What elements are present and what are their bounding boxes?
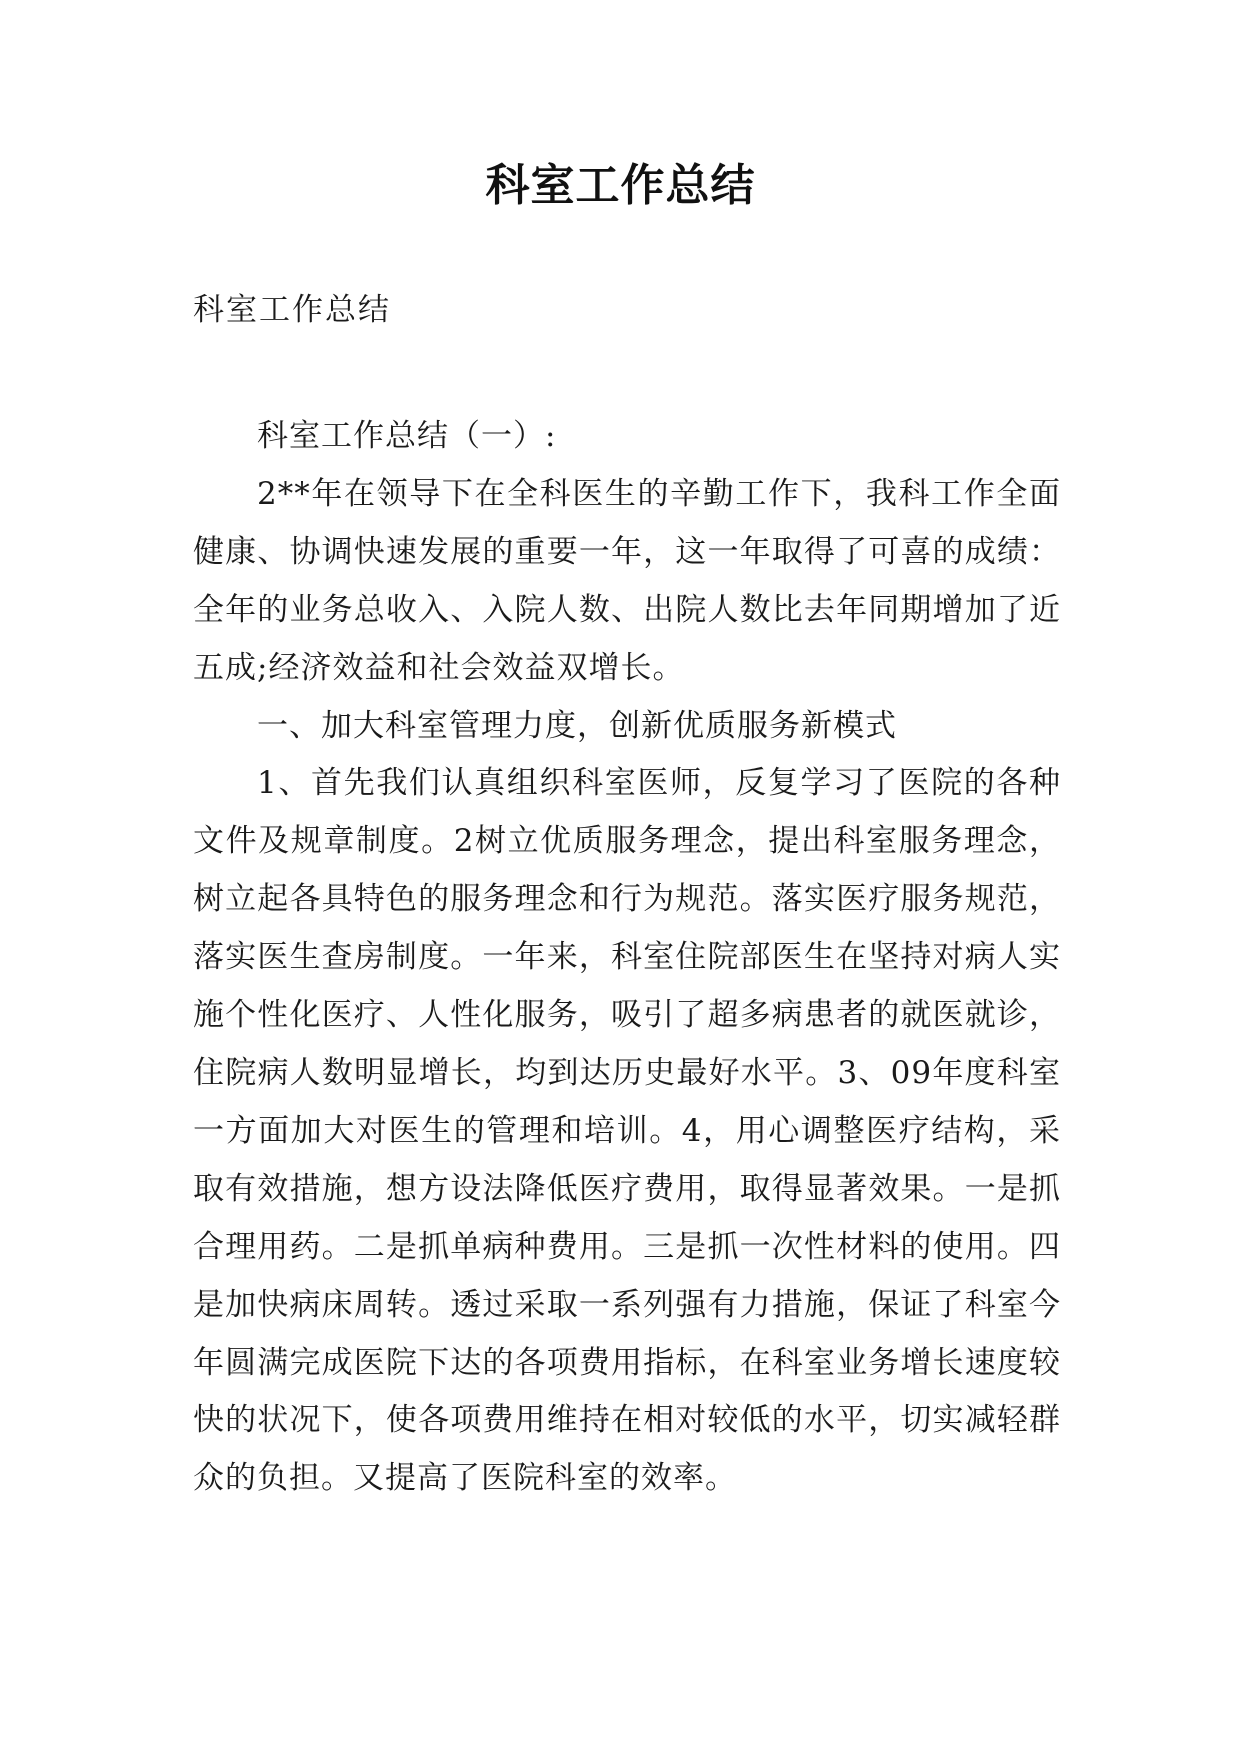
document-subtitle: 科室工作总结 <box>193 292 391 328</box>
document-body <box>193 408 1061 1508</box>
document-title: 科室工作总结 <box>485 160 756 211</box>
section-heading: 科室工作总结（一）: <box>257 418 557 454</box>
body-paragraph: 1、首先我们认真组织科室医师，反复学习了医院的各种文件及规章制度。2树立优质服务理念，提出科室服务理念，树立起各具特色的服务理念和行为规范。落实医疗服务规范，落实医生查房制度。一年来，科室住院部医生在坚持对病人实施个性化医疗、人性化服务，吸引了超多病患者的就医就诊，住院病人数明显增长，均到达历史最好水平。3、09年度科室一方面加大对医生的管理和培训。4，用心调整医疗结构，采取有效措施，想方设法降低医疗费用，取得显著效果。一是抓合理用药。二是抓单病种费用。三是抓一次性材料的使用。四是加快病床周转。透过采取一系列强有力措施，保证了科室今年圆满完成医院下达的各项费用指标，在科室业务增长速度较快的状况下，使各项费用维持在相对较低的水平，切实减轻群众的负担。又提高了医院科室的效率。 <box>193 765 1061 1497</box>
intro-paragraph: 2**年在领导下在全科医生的辛勤工作下，我科工作全面健康、协调快速发展的重要一年，这一年取得了可喜的成绩：全年的业务总收入、入院人数、出院人数比去年同期增加了近五成;经济效益和社会效益双增长。 <box>193 475 1061 686</box>
section-one-heading: 一、加大科室管理力度，创新优质服务新模式 <box>257 707 897 744</box>
